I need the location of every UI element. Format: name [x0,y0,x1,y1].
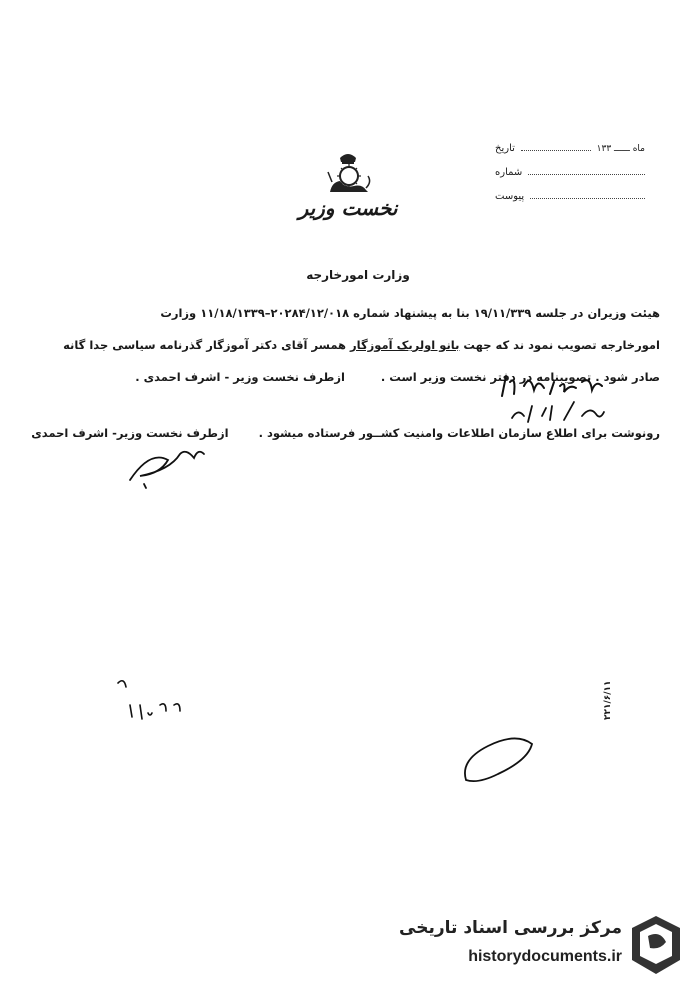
archive-logo-icon [630,914,682,980]
date-row [495,140,645,164]
attachment-line [530,188,645,199]
number-row [495,164,645,188]
signature-flourish [120,440,210,494]
letter-line-2-a: امورخارجه تصویب نمود ند که جهت [463,338,660,352]
letter-line-3-b: ازطرف نخست وزیر - اشرف احمدی . [135,370,345,384]
addressee: وزارت امورخارجه [306,268,410,282]
letter-line-2-name: بانو اولریک آموزگار [350,338,460,352]
letter-line-4-b: ازطرف نخست وزیر- اشرف احمدی [31,426,229,440]
letter-line-4-a: رونوشت برای اطلاع سازمان اطلاعات وامنیت کشــور فرستاده میشود . [258,426,660,440]
document-meta [495,140,645,212]
letter-line-2 [50,338,660,352]
number-label: شماره [495,167,523,178]
handwritten-date-note [508,398,608,430]
handwritten-margin-note [110,675,190,729]
archive-side-stamp: ۲۲۱/۶/۱۱ [603,680,613,720]
date-value: ماه ــــــ ۱۳۳ [596,144,645,154]
date-label: تاریخ [495,143,515,154]
lion-and-sun-emblem-icon [322,148,374,200]
archive-name: مرکز بررسی اسناد تاریخی [399,918,622,938]
letter-line-2-c: همسر آقای دکتر آموزگار گذرنامه سیاسی جدا گانه [63,338,347,352]
number-line [528,164,645,175]
attachment-row [495,188,645,212]
letter-line-3-a: صادر شود . تصویبنامه در دفتر نخست وزیر است . [380,370,660,384]
date-line [521,140,591,151]
letter-line-1: هیئت وزیران در جلسه ۱۹/۱۱/۳۳۹ بنا به پیشنهاد شماره ۲۰۲۸۴/۱۲/۰۱۸–۱۱/۱۸/۱۳۳۹ وزارت [160,306,660,320]
attachment-label: پیوست [495,191,525,202]
archive-watermark [382,904,682,984]
office-title: نخست وزیر [298,196,398,220]
handwritten-oval-mark [458,730,538,794]
archive-url: historydocuments.ir [468,948,622,965]
